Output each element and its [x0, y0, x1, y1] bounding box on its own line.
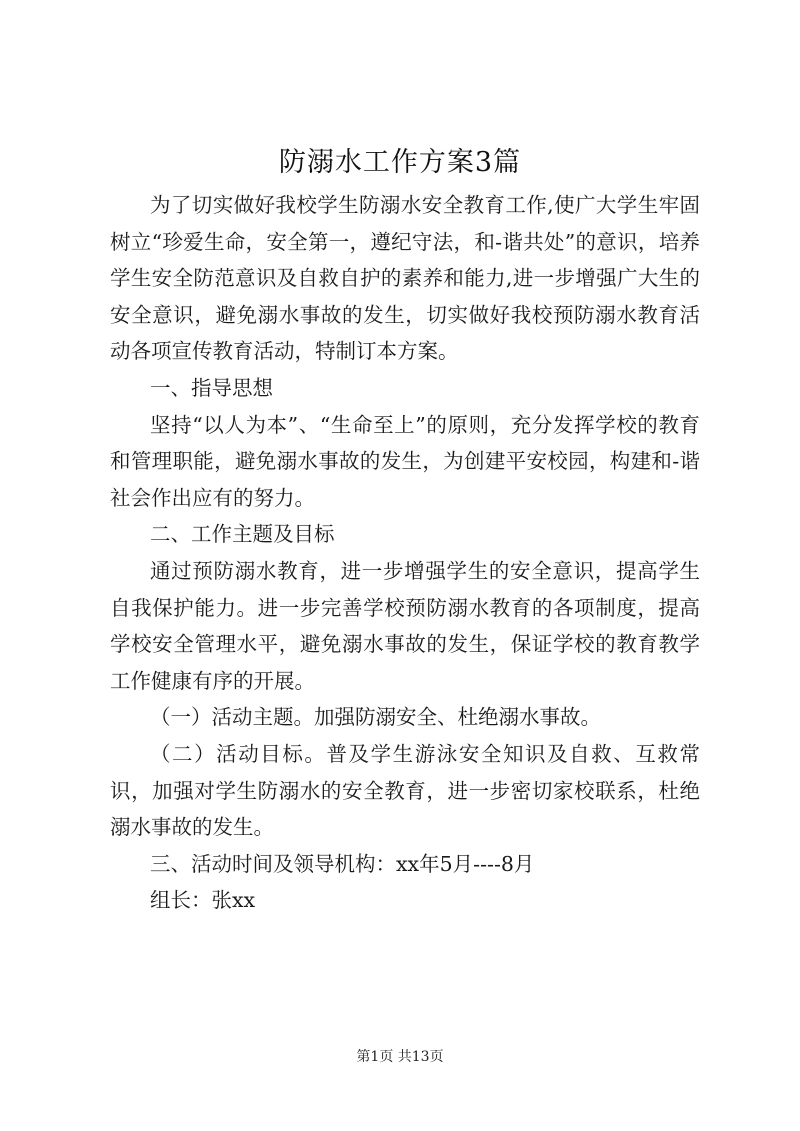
- paragraph-theme-and-goals: 通过预防溺水教育，进一步增强学生的安全意识，提高学生自我保护能力。进一步完善学校预防溺水教育的各项制度，提高学校安全管理水平，避免溺水事故的发生，保证学校的教育教学工作健康有序的开展。: [110, 558, 700, 693]
- heading-theme-and-goals: 二、工作主题及目标: [150, 522, 335, 547]
- document-title: 防溺水工作方案3篇: [278, 147, 522, 178]
- paragraph-activity-goal: （二）活动目标。普及学生游泳安全知识及自救、互救常识，加强对学生防溺水的安全教育，进一步密切家校联系，杜绝溺水事故的发生。: [110, 741, 700, 840]
- paragraph-activity-theme: （一）活动主题。加强防溺安全、杜绝溺水事故。: [150, 705, 601, 730]
- page-footer: 第1页 共13页: [356, 1049, 444, 1065]
- document-body: [110, 187, 700, 919]
- heading-guiding-ideology: 一、指导思想: [150, 375, 273, 400]
- paragraph-team-leader: 组长：张xx: [150, 888, 256, 913]
- heading-time-and-leadership: 三、活动时间及领导机构：xx年5月----8月: [150, 851, 535, 876]
- paragraph-intro: 为了切实做好我校学生防溺水安全教育工作,使广大学生牢固树立“珍爱生命，安全第一，遵纪守法，和-谐共处”的意识，培养学生安全防范意识及自救自护的素养和能力,进一步增强广大生的安全意识，避免溺水事故的发生，切实做好我校预防溺水教育活动各项宣传教育活动，特制订本方案。: [110, 193, 700, 364]
- paragraph-guiding-ideology: 坚持“以人为本”、“生命至上”的原则，充分发挥学校的教育和管理职能，避免溺水事故的发生，为创建平安校园，构建和-谐社会作出应有的努力。: [110, 412, 700, 510]
